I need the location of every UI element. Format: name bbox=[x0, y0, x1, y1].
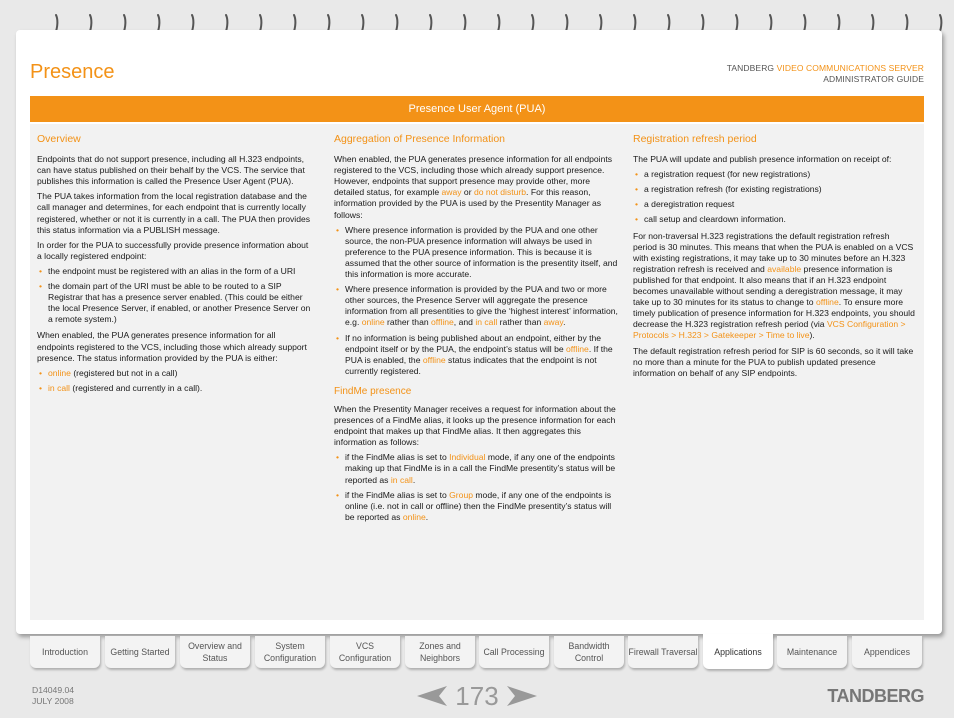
text-run: mode, if any one of the endpoints making up that FindMe is in a call the FindMe presentity’s status will be reported as bbox=[345, 452, 616, 485]
tab-overview-status[interactable]: Overview and Status bbox=[180, 636, 250, 668]
document-id: D14049.04 bbox=[32, 685, 75, 695]
text-run: . To ensure more timely publication of presence information for H.323 endpoints, you should decrease the H.323 registration refresh period (via bbox=[633, 297, 915, 330]
text-run: Where presence information is provided by the PUA and two or more other sources, the Presence Server will aggregate the presence information from all presentities to give the ‘highest interest’ information, e.g. bbox=[345, 284, 618, 328]
right-arrow-icon[interactable] bbox=[507, 686, 537, 711]
left-arrow-icon[interactable] bbox=[417, 686, 447, 711]
list-item bbox=[334, 333, 618, 377]
list-item: • a registration request (for new registrations) bbox=[633, 169, 915, 180]
text-run: . For this reason, information provided by the PUA is used by the Presentity Manager as follows: bbox=[334, 187, 602, 220]
status-offline: offline bbox=[431, 317, 454, 328]
page-number: 173 bbox=[455, 681, 499, 711]
text-run: mode, if any one of the endpoints is online (i.e. not in call or offline) then the FindMe presentity’s status will be reported as bbox=[345, 489, 612, 522]
text-run: For non-traversal H.323 registrations the default registration refresh period is 30 minutes. This means that when the PUA is enabled on a VCS with existing registrations, it may take up to 30 minutes before an H.323 registration refresh is received and bbox=[633, 230, 914, 274]
text-run: status indicates that the endpoint is not currently registered. bbox=[345, 354, 597, 376]
refresh-para-2 bbox=[633, 231, 915, 342]
list-item bbox=[37, 368, 313, 379]
text-run: If no information is being published about an endpoint, either by the endpoint itself or by the PUA, the endpoint’s status will be bbox=[345, 332, 602, 354]
aggregation-heading: Aggregation of Presence Information bbox=[334, 133, 506, 145]
brand-company: TANDBERG bbox=[726, 63, 775, 73]
status-available: available bbox=[767, 263, 802, 274]
overview-heading: Overview bbox=[37, 133, 81, 145]
tab-maintenance[interactable]: Maintenance bbox=[777, 636, 847, 668]
overview-requirements-list bbox=[37, 266, 313, 325]
document-info bbox=[32, 685, 74, 707]
status-away: away bbox=[543, 317, 564, 328]
document-date: JULY 2008 bbox=[32, 696, 74, 706]
text-run: . bbox=[425, 511, 429, 522]
tab-appendices[interactable]: Appendices bbox=[852, 636, 922, 668]
text-run: When enabled, the PUA generates presence information for all endpoints registered to the VCS, including those which already support presence. However, endpoints that support presence may provide other, more detailed status, for example bbox=[334, 154, 613, 198]
menu-path-link[interactable]: VCS Configuration > Protocols > H.323 > Gatekeeper > Time to live bbox=[633, 319, 906, 341]
status-online: online bbox=[361, 317, 385, 328]
status-in-call: in call bbox=[390, 474, 413, 485]
tab-call-processing[interactable]: Call Processing bbox=[479, 636, 549, 668]
refresh-para-3: The default registration refresh period for SIP is 60 seconds, so it will take no more than a minute for the PUA to publish updated presence information on behalf of any SIP endpoints. bbox=[633, 345, 914, 378]
overview-status-list bbox=[37, 368, 313, 394]
list-item bbox=[334, 452, 618, 485]
text-run: rather than bbox=[384, 317, 432, 328]
brand-product: VIDEO COMMUNICATIONS SERVER bbox=[776, 63, 924, 73]
refresh-para-1: The PUA will update and publish presence information on receipt of: bbox=[633, 154, 892, 165]
text-run: if the FindMe alias is set to bbox=[345, 452, 450, 463]
findme-para: When the Presentity Manager receives a request for information about the presences of a FindMe alias, it looks up the presence information for each endpoint that makes up that FindMe alias. It then aggregates this information as follows: bbox=[334, 403, 616, 448]
overview-para-4: When enabled, the PUA generates presence information for all endpoints registered to the VCS, including those which already support presence. The status information provided by the PUA is either: bbox=[37, 330, 307, 363]
findme-heading: FindMe presence bbox=[334, 385, 412, 397]
page-title: Presence bbox=[30, 61, 115, 83]
mode-group: Group bbox=[449, 489, 474, 500]
brand-guide: ADMINISTRATOR GUIDE bbox=[823, 74, 924, 84]
mode-individual: Individual bbox=[449, 452, 486, 463]
section-banner: Presence User Agent (PUA) bbox=[30, 96, 924, 122]
status-away: away bbox=[441, 187, 462, 198]
content-area bbox=[30, 124, 924, 620]
list-item: • a deregistration request bbox=[633, 199, 915, 210]
refresh-triggers-list bbox=[633, 169, 915, 225]
status-online: online bbox=[48, 367, 71, 378]
list-item: • the endpoint must be registered with an alias in the form of a URI bbox=[37, 266, 313, 277]
status-in-call: in call bbox=[475, 317, 498, 328]
list-item bbox=[334, 284, 618, 328]
status-online: online bbox=[402, 511, 426, 522]
tab-vcs-configuration[interactable]: VCS Configuration bbox=[330, 636, 400, 668]
tandberg-logo: TANDBERG bbox=[827, 686, 924, 706]
text-run: . bbox=[563, 317, 566, 328]
section-tabs bbox=[30, 634, 924, 670]
column-aggregation bbox=[334, 134, 618, 528]
tab-getting-started[interactable]: Getting Started bbox=[105, 636, 175, 668]
tab-firewall-traversal[interactable]: Firewall Traversal bbox=[628, 636, 698, 668]
list-item: • Where presence information is provided by the PUA and one other source, the non-PUA presence information will always be used in preference to the PUA presence information. This is because it is assumed that the other source of information is the presentity itself, and this information is more accurate. bbox=[334, 225, 618, 280]
text-run: presence information is published for that endpoint. It also means that if an H.323 endpoint becomes unavailable without sending a deregistration message, it may take up to 30 minutes for its status to change to bbox=[633, 263, 903, 308]
column-refresh bbox=[633, 134, 915, 383]
aggregation-rules-list bbox=[334, 225, 618, 377]
text-run: . bbox=[412, 474, 416, 485]
brand-header bbox=[727, 63, 924, 85]
overview-para-1: Endpoints that do not support presence, including all H.323 endpoints, can have status published on their behalf by the VCS. The service that publishes this information is called the Presence User Agent (PUA). bbox=[37, 154, 305, 187]
text-run: , and bbox=[453, 317, 476, 328]
text-run: if the FindMe alias is set to bbox=[345, 489, 450, 500]
text-run: ). bbox=[809, 330, 815, 341]
tab-zones-neighbors[interactable]: Zones and Neighbors bbox=[405, 636, 475, 668]
status-online-desc: (registered but not in a call) bbox=[70, 367, 178, 378]
list-item: • call setup and cleardown information. bbox=[633, 214, 915, 225]
status-in-call: in call bbox=[48, 382, 70, 393]
tab-system-configuration[interactable]: System Configuration bbox=[255, 636, 325, 668]
refresh-heading: Registration refresh period bbox=[633, 133, 757, 145]
list-item bbox=[37, 383, 313, 394]
status-in-call-desc: (registered and currently in a call). bbox=[69, 382, 203, 393]
status-offline: offline bbox=[566, 343, 589, 354]
column-overview bbox=[37, 134, 313, 399]
page-navigator bbox=[417, 680, 537, 714]
list-item: • the domain part of the URI must be able to be routed to a SIP Registrar that has a presence server enabled. (This could be either the local Presence Server, if enabled, or another Presence Server on a remote system.) bbox=[37, 281, 313, 325]
tab-applications[interactable]: Applications bbox=[703, 634, 773, 669]
list-item bbox=[334, 490, 618, 523]
tab-introduction[interactable]: Introduction bbox=[30, 636, 100, 668]
text-run: rather than bbox=[497, 317, 544, 328]
text-run: . If the PUA is enabled, the bbox=[345, 343, 613, 365]
status-offline: offline bbox=[815, 297, 839, 308]
overview-para-3: In order for the PUA to successfully provide presence information about a locally registered endpoint: bbox=[37, 239, 309, 261]
status-offline: offline bbox=[422, 354, 446, 365]
overview-para-2: The PUA takes information from the local registration database and the call manager and determines, for each endpoint that is currently locally registered, whether or not it is currently in a call. The PUA then provides this status information via a PUBLISH message. bbox=[37, 191, 311, 235]
findme-rules-list bbox=[334, 452, 618, 523]
status-dnd: do not disturb bbox=[473, 187, 527, 198]
list-item: • a registration refresh (for existing registrations) bbox=[633, 184, 915, 195]
text-run: or bbox=[461, 187, 474, 198]
tab-bandwidth-control[interactable]: Bandwidth Control bbox=[554, 636, 624, 668]
aggregation-para-1 bbox=[334, 154, 618, 221]
